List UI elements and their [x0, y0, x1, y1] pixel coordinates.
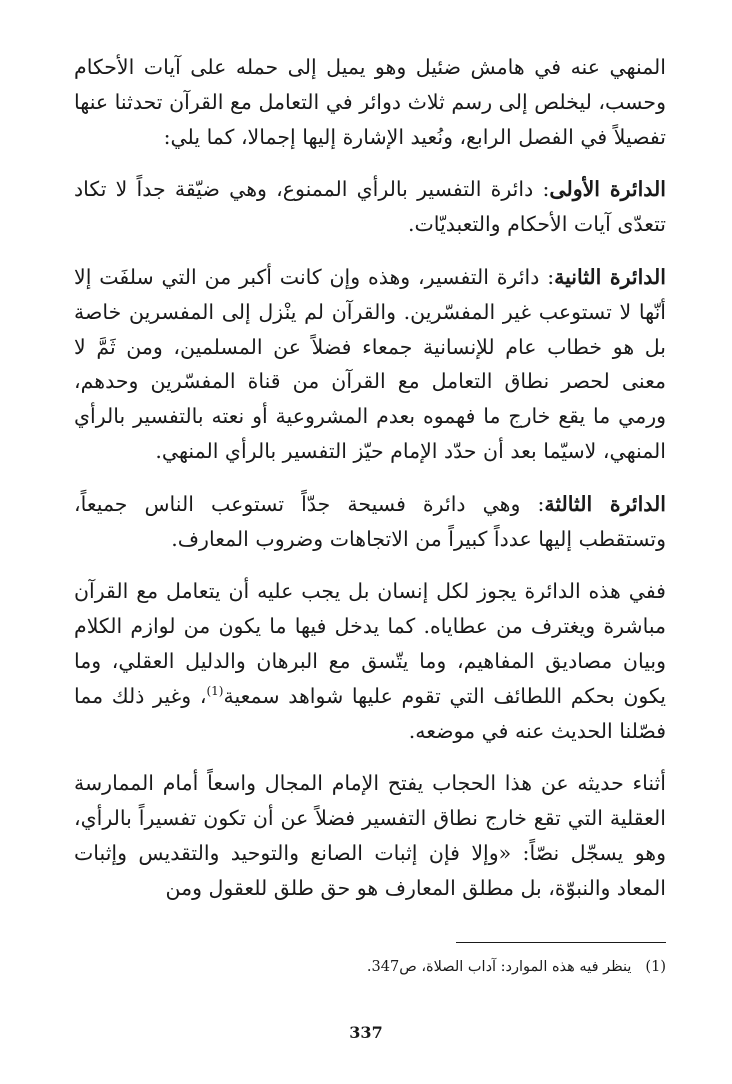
paragraph-first-circle [74, 172, 666, 242]
paragraph-second-circle [74, 260, 666, 469]
paragraph-text: : دائرة التفسير بالرأي الممنوع، وهي ضيّقة جداً لا تكاد تتعدّى آيات الأحكام والتعبديّات. [74, 177, 666, 237]
paragraph-imam-quote [74, 766, 666, 905]
paragraph-third-circle-detail [74, 574, 666, 748]
footnote-divider [456, 942, 666, 943]
first-circle-heading: الدائرة الأولى [549, 177, 666, 202]
paragraph-text-continued: ، وغير ذلك مما فصّلنا الحديث عنه في موضعه. [74, 683, 666, 743]
paragraph-intro [74, 50, 666, 154]
footnote-reference: (1) [206, 683, 224, 698]
page-number: 337 [349, 1023, 383, 1042]
paragraph-third-circle [74, 487, 666, 557]
third-circle-heading: الدائرة الثالثة [544, 491, 666, 516]
paragraph-text: : وهي دائرة فسيحة جدّاً تستوعب الناس جميعاً، وتستقطب إليها عدداً كبيراً من الاتجاهات وضروب المعارف. [74, 491, 666, 551]
paragraph-text: ففي هذه الدائرة يجوز لكل إنسان بل يجب عليه أن يتعامل مع القرآن مباشرة ويغترف من عطاياه. كما يدخل فيها ما يكون من لوازم الكلام وبيان مصاديق المفاهيم، وما يتّسق مع البرهان والدليل العقلي، وما يكون بحكم اللطائف التي تقوم عليها شواهد سمعية [74, 579, 666, 708]
second-circle-heading: الدائرة الثانية [554, 264, 666, 289]
footnote-number: (1) [645, 959, 666, 975]
paragraph-text: المنهي عنه في هامش ضئيل وهو يميل إلى حمله على آيات الأحكام وحسب، ليخلص إلى رسم ثلاث دوائر في التعامل مع القرآن تحدثنا عنها تفصيلاً في الفصل الرابع، ونُعيد الإشارة إليها إجمالا، كما يلي: [74, 55, 666, 149]
paragraph-text: : دائرة التفسير، وهذه وإن كانت أكبر من التي سلفَت إلا أنّها لا تستوعب غير المفسّرين. والقرآن لم ينْزل إلى المفسرين خاصة بل هو خطاب عام للإنسانية جمعاء فضلاً عن المسلمين، ومن ثَمَّ لا معنى لحصر نطاق التعامل مع القرآن من قناة المفسّرين وحدهم، ورمي ما يقع خارج ما فهموه بعدم المشروعية أو نعته بالتفسير بالرأي المنهي، لاسيّما بعد أن حدّد الإمام حيّز التفسير بالرأي المنهي. [74, 264, 666, 463]
paragraph-text: أثناء حديثه عن هذا الحجاب يفتح الإمام المجال واسعاً أمام الممارسة العقلية التي تقع خارج نطاق التفسير فضلاً عن أن تكون تفسيراً بالرأي، وهو يسجّل نصّاً: «وإلا فإن إثبات الصانع والتوحيد والتقديس وإثبات المعاد والنبوّة، بل مطلق المعارف هو حق طلق للعقول ومن [74, 771, 666, 900]
main-text [74, 50, 666, 924]
footnote-text: ينظر فيه هذه الموارد: آداب الصلاة، ص347. [366, 959, 632, 975]
footnote [300, 955, 666, 979]
